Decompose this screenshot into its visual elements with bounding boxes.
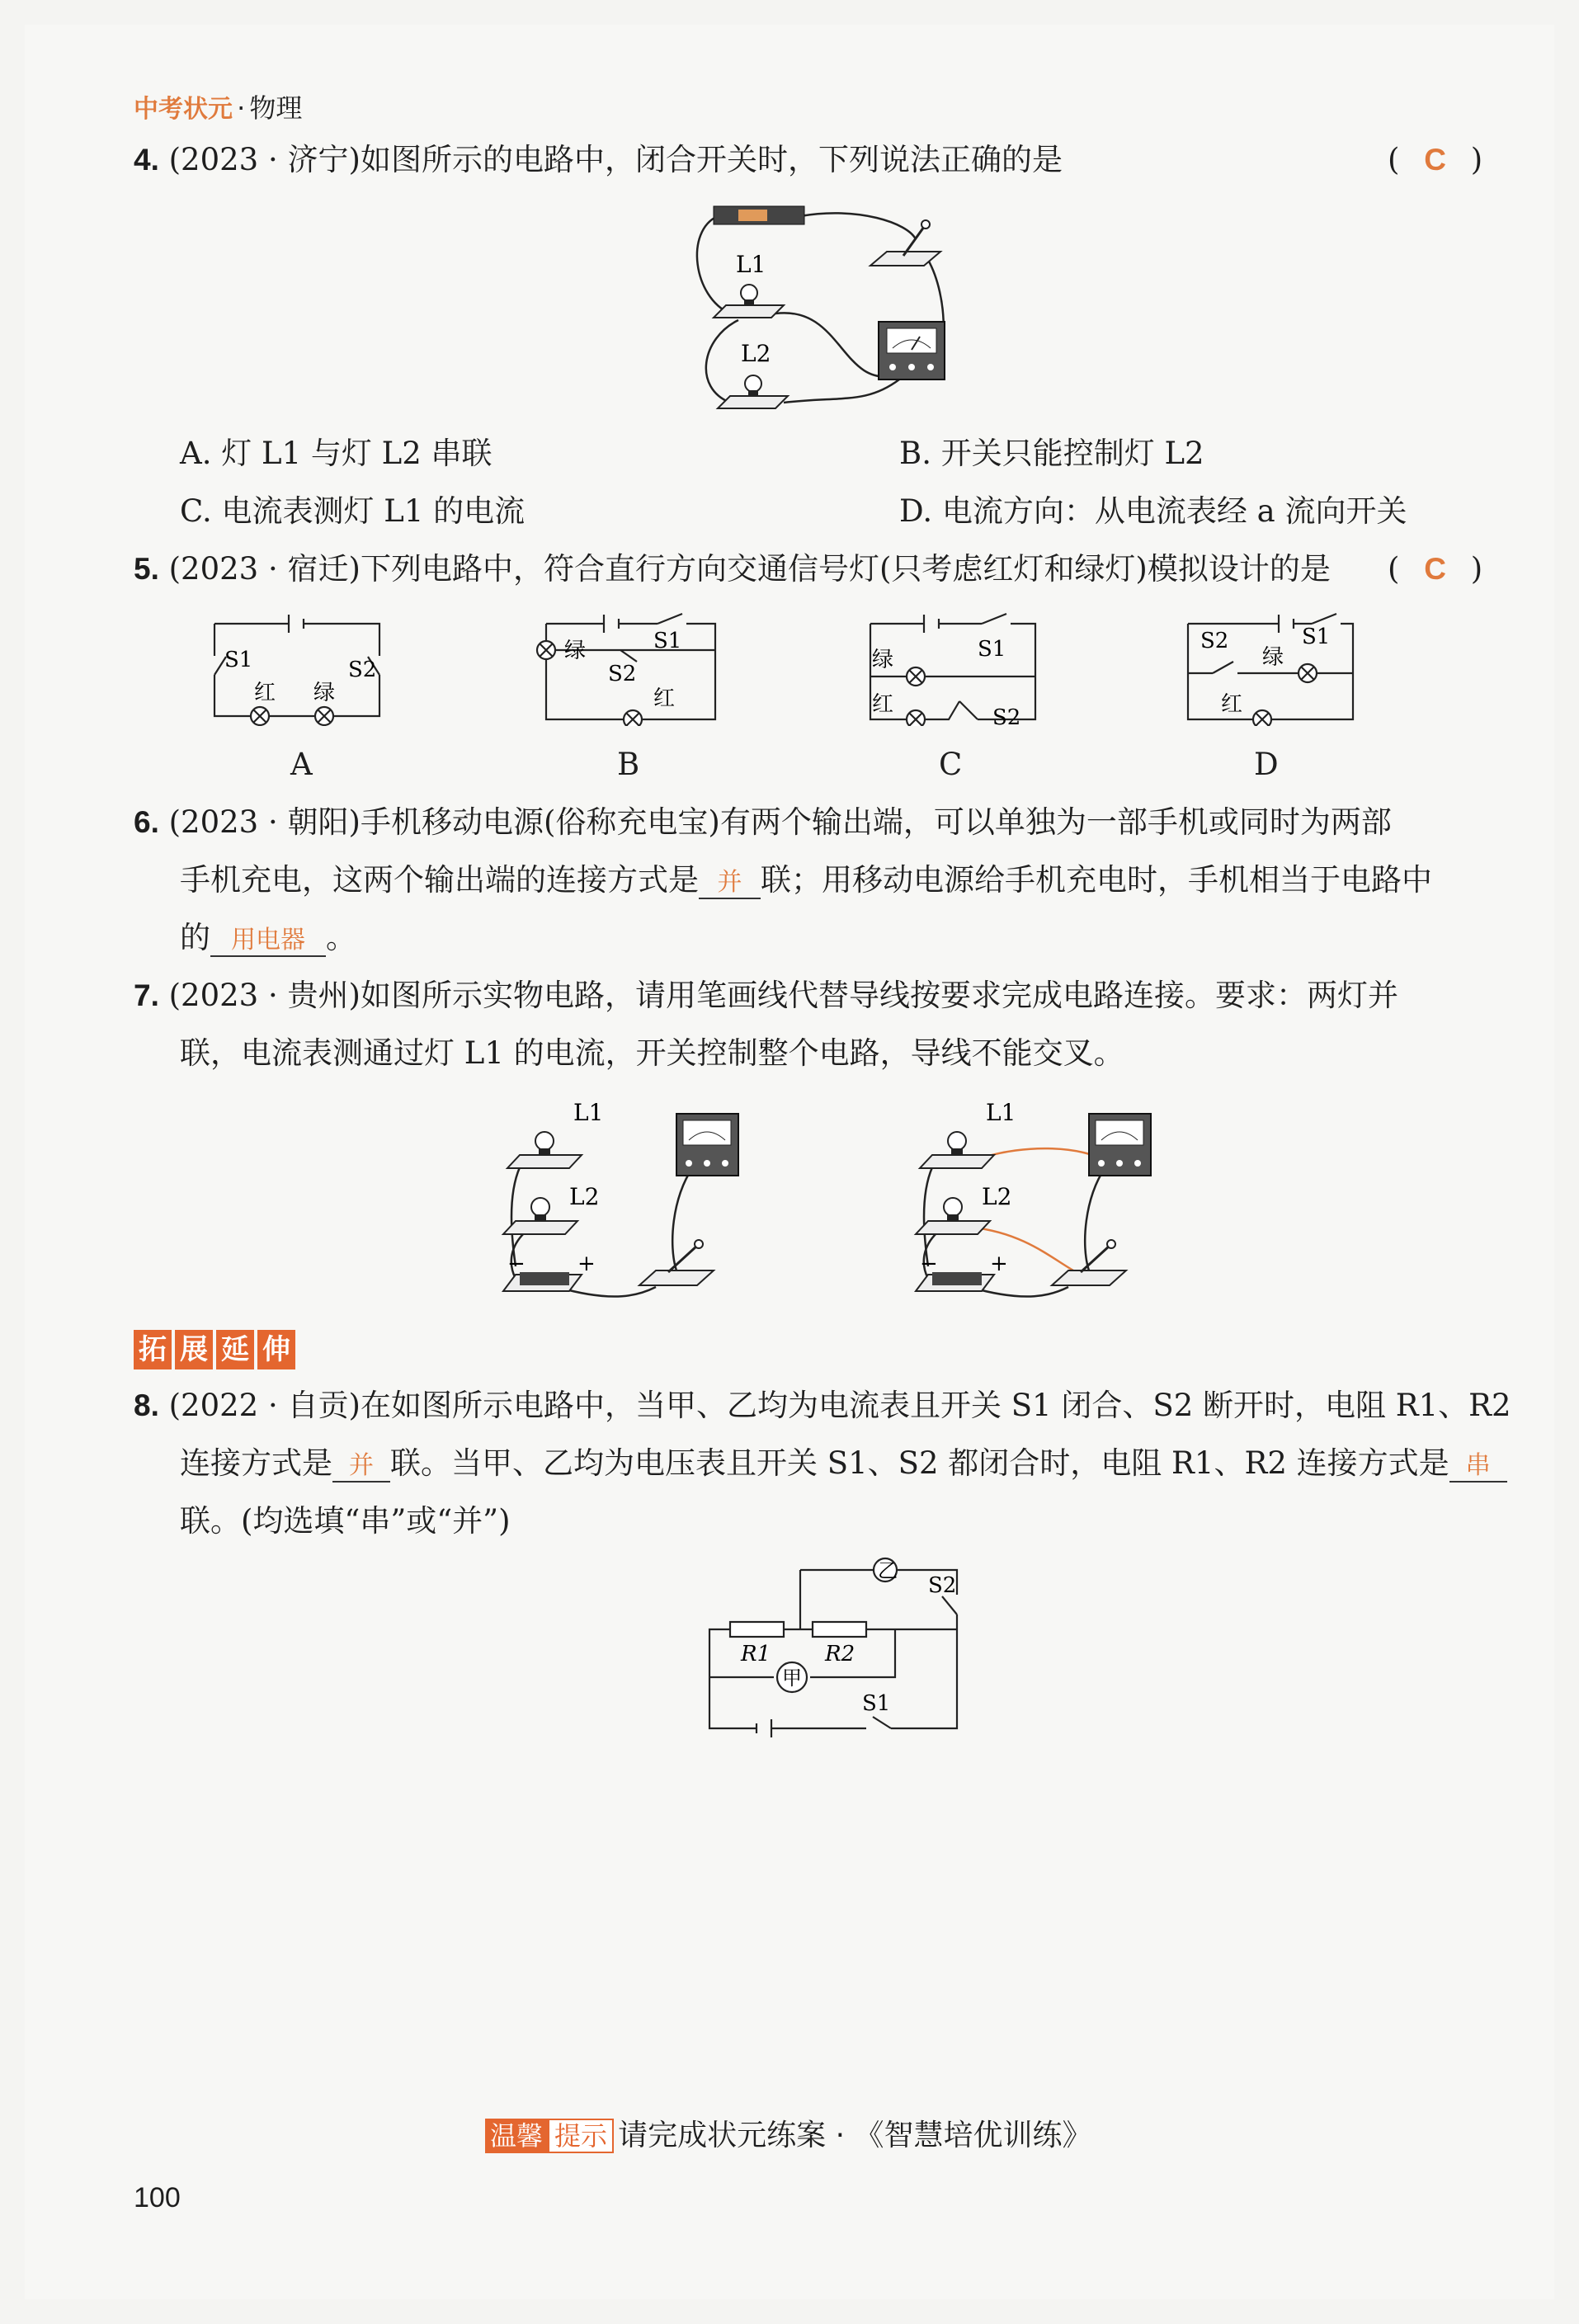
q4-option-a: A. 灯 L1 与灯 L2 串联 bbox=[180, 436, 493, 471]
section-char: 延 bbox=[216, 1330, 254, 1369]
q5-diagram-b bbox=[530, 610, 728, 726]
bulb-l1 bbox=[714, 285, 784, 318]
q4-circuit-figure bbox=[676, 198, 965, 421]
q6-text: 手机移动电源(俗称充电宝)有两个输出端，可以单独为一部手机或同时为两部 bbox=[360, 804, 1392, 840]
q5-diagram-d-label: D bbox=[1254, 747, 1279, 782]
label-s2: S2 bbox=[992, 705, 1021, 726]
q4-number: 4. bbox=[134, 143, 159, 177]
q8-line3: 联。(均选填“串”或“并”) bbox=[180, 1503, 511, 1539]
label-plus: + bbox=[577, 1252, 596, 1276]
label-green: 绿 bbox=[872, 648, 894, 672]
q6-line1 bbox=[134, 804, 1392, 841]
switch bbox=[1052, 1240, 1126, 1285]
page-number: 100 bbox=[134, 2182, 181, 2213]
label-l2: L2 bbox=[741, 340, 771, 367]
section-char: 展 bbox=[175, 1330, 213, 1369]
answer-wire bbox=[978, 1148, 1105, 1162]
label-r2: R2 bbox=[825, 1642, 855, 1666]
subject-label: 物理 bbox=[249, 92, 303, 124]
q8-line1 bbox=[134, 1388, 1511, 1424]
q6-text: 联；用移动电源给手机充电时，手机相当于电路中 bbox=[761, 862, 1432, 898]
q4-source: (2023 · 济宁) bbox=[168, 142, 361, 177]
q8-source: (2022 · 自贡) bbox=[168, 1388, 361, 1423]
q5-source: (2023 · 宿迁) bbox=[168, 551, 361, 587]
q6-line2 bbox=[180, 862, 1432, 899]
brand-logo: 中考状元 bbox=[134, 95, 233, 124]
q8-circuit-figure bbox=[693, 1555, 973, 1745]
label-s1: S1 bbox=[862, 1691, 891, 1716]
tip-label-2: 提示 bbox=[548, 2119, 614, 2153]
q7-number: 7. bbox=[134, 978, 159, 1012]
label-red: 红 bbox=[653, 686, 676, 711]
q6-blank-1[interactable]: 并 bbox=[699, 868, 761, 899]
q4-option-d: D. 电流方向：从电流表经 a 流向开关 bbox=[899, 493, 1407, 529]
label-green: 绿 bbox=[564, 639, 587, 663]
q5-answer: C bbox=[1424, 552, 1446, 586]
q5-answer-bracket bbox=[1388, 551, 1482, 587]
label-plus: + bbox=[990, 1252, 1008, 1276]
bulb-l1 bbox=[507, 1132, 582, 1168]
q6-line3 bbox=[180, 920, 356, 957]
q8-blank-2[interactable]: 串 bbox=[1449, 1451, 1507, 1483]
section-char: 拓 bbox=[134, 1330, 172, 1369]
q5-diagram-a bbox=[206, 610, 396, 726]
q6-number: 6. bbox=[134, 805, 159, 839]
label-s1: S1 bbox=[1302, 625, 1331, 649]
label-green: 绿 bbox=[313, 681, 336, 705]
label-s1: S1 bbox=[653, 629, 682, 653]
label-jia: 甲 bbox=[782, 1666, 802, 1690]
label-s1: S1 bbox=[224, 648, 253, 672]
paren-open: ( bbox=[1388, 142, 1400, 177]
q5-diagram-d bbox=[1180, 610, 1378, 726]
q6-source: (2023 · 朝阳) bbox=[168, 804, 361, 840]
wire bbox=[697, 216, 730, 313]
q5-text: 下列电路中，符合直行方向交通信号灯(只考虑红灯和绿灯)模拟设计的是 bbox=[360, 551, 1331, 587]
label-red: 红 bbox=[254, 681, 276, 705]
q8-blank-1[interactable]: 并 bbox=[332, 1451, 390, 1483]
switch bbox=[639, 1240, 714, 1285]
q8-number: 8. bbox=[134, 1388, 159, 1422]
ammeter bbox=[676, 1114, 738, 1176]
q5-number: 5. bbox=[134, 552, 159, 586]
q7-figure-question bbox=[491, 1089, 755, 1312]
q4-option-c: C. 电流表测灯 L1 的电流 bbox=[180, 493, 526, 529]
wire bbox=[706, 320, 738, 403]
label-s2: S2 bbox=[1200, 629, 1229, 653]
bulb-l2 bbox=[503, 1198, 577, 1234]
bulb-l2 bbox=[718, 375, 788, 408]
label-l1: L1 bbox=[573, 1099, 604, 1126]
bulb-l2 bbox=[916, 1198, 990, 1234]
q5-stem bbox=[134, 551, 1331, 587]
label-s1: S1 bbox=[978, 637, 1006, 662]
q8-text: 联。当甲、乙均为电压表且开关 S1、S2 都闭合时，电阻 R1、R2 连接方式是 bbox=[390, 1445, 1449, 1481]
wire bbox=[775, 313, 895, 376]
paren-open: ( bbox=[1388, 551, 1400, 587]
resistor-r1 bbox=[730, 1622, 784, 1637]
q4-text: 如图所示的电路中，闭合开关时，下列说法正确的是 bbox=[360, 142, 1063, 177]
label-red: 红 bbox=[1221, 692, 1243, 717]
label-red: 红 bbox=[872, 692, 894, 717]
q8-line2 bbox=[180, 1445, 1507, 1483]
q4-answer-bracket bbox=[1388, 142, 1482, 178]
label-l1: L1 bbox=[986, 1099, 1016, 1126]
bulb-l1 bbox=[920, 1132, 994, 1168]
q4-option-b: B. 开关只能控制灯 L2 bbox=[899, 436, 1204, 471]
paren-close: ) bbox=[1470, 551, 1483, 587]
resistor-r2 bbox=[813, 1622, 866, 1637]
tip-label-1: 温馨 bbox=[485, 2119, 548, 2153]
ammeter bbox=[1089, 1114, 1151, 1176]
q5-diagram-a-label: A bbox=[290, 747, 313, 782]
switch bbox=[870, 220, 940, 266]
q7-text: 如图所示实物电路，请用笔画线代替导线按要求完成电路连接。要求：两灯并 bbox=[360, 978, 1398, 1013]
tip-text: 请完成状元练案 · 《智慧培优训练》 bbox=[618, 2119, 1092, 2152]
wire bbox=[784, 379, 899, 403]
q7-source: (2023 · 贵州) bbox=[168, 978, 361, 1013]
q6-text: 。 bbox=[326, 920, 356, 955]
label-s2: S2 bbox=[928, 1573, 957, 1598]
label-l1: L1 bbox=[736, 251, 766, 278]
header-dot: · bbox=[237, 92, 246, 124]
battery bbox=[714, 206, 804, 224]
label-l2: L2 bbox=[569, 1183, 600, 1210]
q7-figure-answer bbox=[903, 1089, 1167, 1312]
ammeter bbox=[879, 322, 945, 379]
q7-line1 bbox=[134, 978, 1398, 1014]
section-extension-header bbox=[134, 1327, 299, 1367]
label-green: 绿 bbox=[1262, 645, 1284, 670]
footer-tip bbox=[485, 2112, 1091, 2154]
q6-text: 的 bbox=[180, 920, 210, 955]
q4-stem bbox=[134, 142, 1063, 178]
label-r1: R1 bbox=[741, 1642, 771, 1666]
q6-blank-2[interactable]: 用电器 bbox=[210, 926, 326, 957]
label-yi: 乙 bbox=[878, 1559, 898, 1582]
label-minus: − bbox=[920, 1252, 938, 1276]
wire bbox=[672, 1167, 693, 1270]
paren-close: ) bbox=[1470, 142, 1483, 177]
q8-text: 在如图所示电路中，当甲、乙均为电流表且开关 S1 闭合、S2 断开时，电阻 R1、R2 bbox=[360, 1388, 1511, 1423]
q8-text: 连接方式是 bbox=[180, 1445, 332, 1481]
section-char: 伸 bbox=[257, 1330, 295, 1369]
q5-diagram-b-label: B bbox=[617, 747, 640, 782]
label-s2: S2 bbox=[348, 658, 377, 682]
label-s2: S2 bbox=[608, 662, 637, 686]
wire bbox=[800, 213, 916, 239]
q7-line2: 联，电流表测通过灯 L1 的电流，开关控制整个电路，导线不能交叉。 bbox=[180, 1035, 1124, 1071]
q5-diagram-c bbox=[862, 610, 1060, 726]
header bbox=[134, 87, 302, 125]
q6-text: 手机充电，这两个输出端的连接方式是 bbox=[180, 862, 699, 898]
q5-diagram-c-label: C bbox=[939, 747, 963, 782]
wire bbox=[1085, 1167, 1105, 1270]
q4-answer: C bbox=[1424, 143, 1446, 177]
label-l2: L2 bbox=[982, 1183, 1012, 1210]
label-minus: − bbox=[507, 1252, 526, 1276]
